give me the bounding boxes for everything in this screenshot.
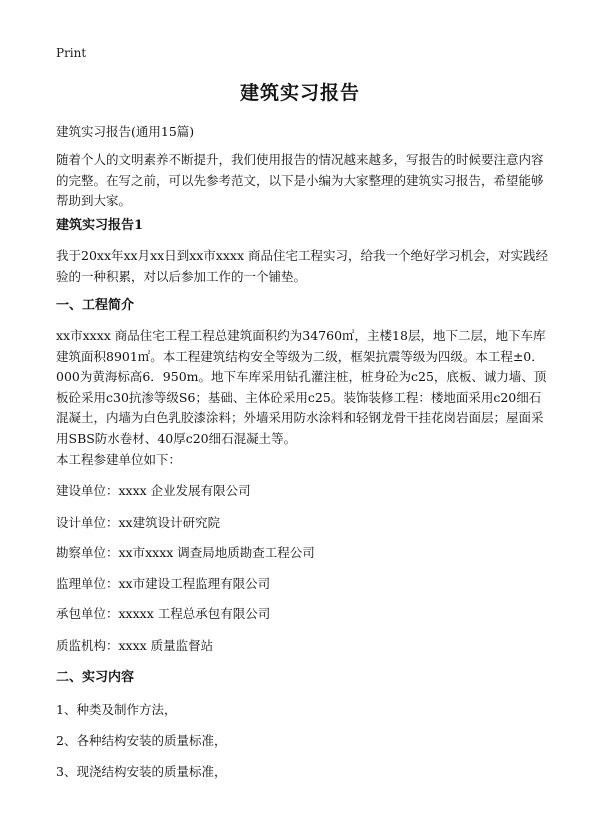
part1-paragraph: xx市xxxx 商品住宅工程工程总建筑面积约为34760㎡，主楼18层，地下二层，地下车库建筑面积8901㎡。本工程建筑结构安全等级为二级，框架抗震等级为四级。本工程±0．000为黄海标高6．950m。地下车库采用钻孔灌注桩，桩身砼为c25，底板、诚力墙、顶板砼采用c30抗渗等级S6；基础、主体砼采用c25。装饰装修工程：楼地面采用c20细石混凝土，内墙为白色乳胶漆涂料；外墙采用防水涂料和轻钢龙骨干挂花岗岩面层；屋面采用SBS防水卷材、40厚c20细石混凝土等。 [56, 328, 547, 446]
part1-heading: 一、工程简介 [56, 298, 135, 313]
unit-item-quality: 质监机构：xxxx 质量监督站 [56, 638, 214, 653]
page-title: 建筑实习报告 [239, 82, 360, 104]
unit-item-construction: 建设单位：xxxx 企业发展有限公司 [56, 483, 251, 498]
print-link[interactable]: Print [56, 46, 87, 60]
unit-item-contractor: 承包单位：xxxxx 工程总承包有限公司 [56, 606, 271, 621]
section1-heading: 建筑实习报告1 [56, 218, 144, 233]
section1-paragraph: 我于20xx年xx月xx日到xx市xxxx 商品住宅工程实习，给我一个绝好学习机会，对实践经验的一种积累，对以后参加工作的一个铺垫。 [56, 248, 548, 284]
intro-paragraph: 随着个人的文明素养不断提升，我们使用报告的情况越来越多，写报告的时候要注意内容的完整。在写之前，可以先参考范文，以下是小编为大家整理的建筑实习报告，希望能够帮助到大家。 [56, 152, 544, 208]
unit-item-survey: 勘察单位：xx市xxxx 调查局地质勘查工程公司 [56, 545, 315, 560]
part2-item: 2、各种结构安装的质量标准， [56, 733, 227, 748]
units-intro: 本工程参建单位如下： [56, 452, 182, 467]
part2-item: 3、现浇结构安装的质量标准， [56, 764, 227, 779]
part2-item: 1、种类及制作方法， [56, 702, 177, 717]
unit-item-design: 设计单位：xx建筑设计研究院 [56, 515, 221, 530]
part2-heading: 二、实习内容 [56, 670, 135, 685]
unit-item-supervision: 监理单位：xx市建设工程监理有限公司 [56, 576, 271, 591]
subtitle: 建筑实习报告(通用15篇) [56, 124, 195, 139]
